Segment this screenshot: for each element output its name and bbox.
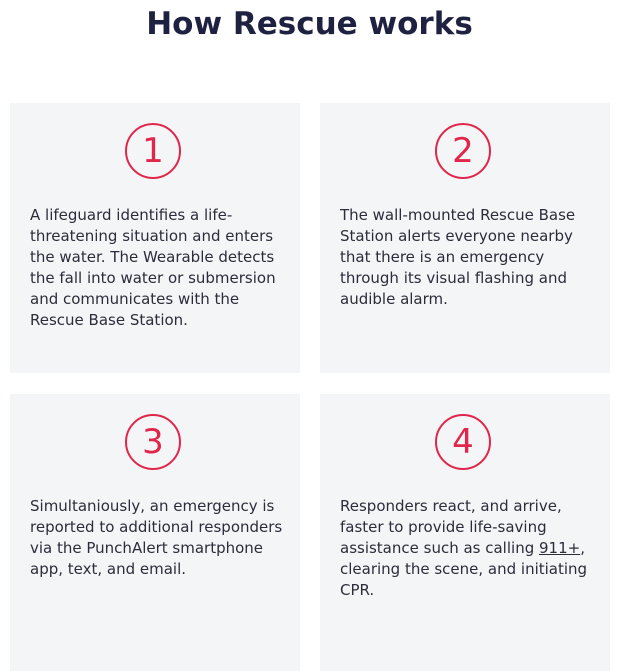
step-description-end: , clearing the scene, and initiating CPR.	[340, 539, 588, 599]
step-description-start: Responders react, and arrive, faster to provide life-saving assistance such as calling	[340, 497, 562, 557]
step-description: A lifeguard identifies a life-threatening situation and enters the water. The Wearable detects the fall into water or submersion and communicates with the Rescue Base Station.	[30, 206, 276, 329]
step-description	[340, 496, 598, 601]
step-description: Simultaniously, an emergency is reported to additional responders via the PunchAlert smartphone app, text, and email.	[30, 497, 283, 578]
step-number-badge: 4	[435, 414, 491, 470]
step-number-badge: 2	[435, 123, 491, 179]
step-description: The wall-mounted Rescue Base Station alerts everyone nearby that there is an emergency through its visual flashing and audible alarm.	[340, 206, 576, 308]
step-card-4	[320, 394, 610, 671]
page-title: How Rescue works	[146, 6, 473, 42]
step-number-badge: 3	[125, 414, 181, 470]
step-card-2	[320, 103, 610, 373]
step-number-badge: 1	[125, 123, 181, 179]
emergency-911-link[interactable]: 911+	[538, 539, 581, 557]
step-card-1	[10, 103, 300, 373]
step-card-3	[10, 394, 300, 671]
